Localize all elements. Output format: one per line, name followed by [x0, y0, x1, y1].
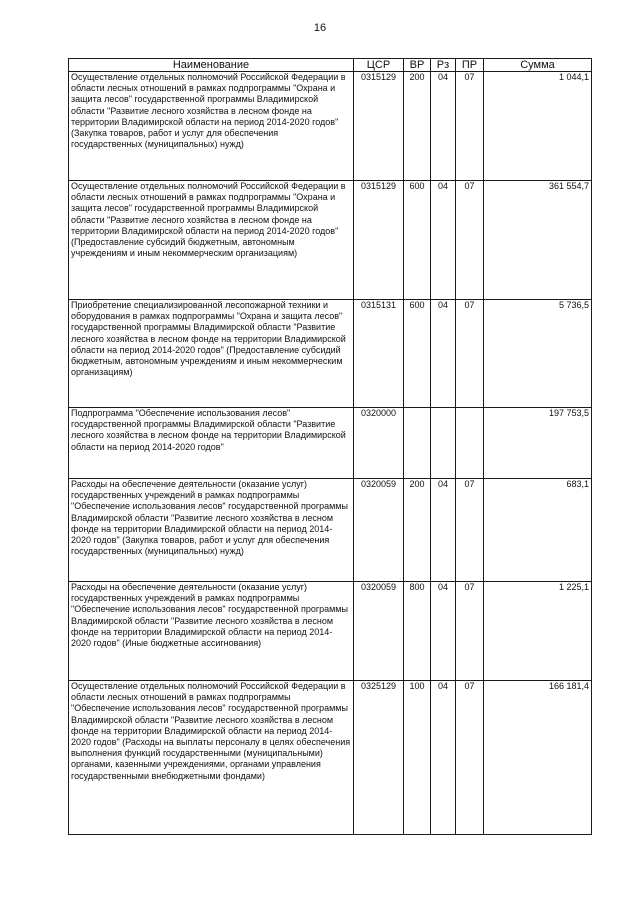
row-sum: 166 181,4 — [484, 681, 592, 835]
table-header-row — [69, 59, 592, 72]
row-rz: 04 — [431, 300, 456, 408]
table-row — [69, 582, 592, 681]
header-vr: ВР — [404, 59, 431, 72]
row-sum: 5 736,5 — [484, 300, 592, 408]
row-csr: 0320000 — [354, 408, 404, 479]
row-name: Расходы на обеспечение деятельности (оказание услуг) государственных учреждений в рамках подпрограммы "Обеспечение использования лесов" государственной программы Владимирской области "Развитие лесного хозяйства в лесном фонде на территории Владимирской области на период 2014-2020 годов" (Закупка товаров, работ и услуг для обеспечения государственных (муниципальных) нужд) — [69, 479, 354, 582]
row-pr: 07 — [456, 300, 484, 408]
table-row — [69, 681, 592, 835]
row-sum: 683,1 — [484, 479, 592, 582]
row-sum: 361 554,7 — [484, 181, 592, 300]
row-pr: 07 — [456, 181, 484, 300]
row-csr: 0325129 — [354, 681, 404, 835]
row-vr: 200 — [404, 72, 431, 181]
header-rz: Рз — [431, 59, 456, 72]
table-row — [69, 408, 592, 479]
row-name: Расходы на обеспечение деятельности (оказание услуг) государственных учреждений в рамках подпрограммы "Обеспечение использования лесов" государственной программы Владимирской области "Развитие лесного хозяйства в лесном фонде на территории Владимирской области на период 2014-2020 годов" (Иные бюджетные ассигнования) — [69, 582, 354, 681]
table-row — [69, 300, 592, 408]
row-name: Осуществление отдельных полномочий Российской Федерации в области лесных отношений в рамках подпрограммы "Обеспечение использования лесов" государственной программы Владимирской области "Развитие лесного хозяйства в лесном фонде на территории Владимирской области на период 2014-2020 годов" (Расходы на выплаты персоналу в целях обеспечения выполнения функций государственными (муниципальными) органами, казенными учреждениями, органами управления государственными внебюджетными фондами) — [69, 681, 354, 835]
row-name: Подпрограмма "Обеспечение использования лесов" государственной программы Владимирской области "Развитие лесного хозяйства в лесном фонде на территории Владимирской области на период 2014-2020 годов" — [69, 408, 354, 479]
row-csr: 0315129 — [354, 72, 404, 181]
row-name: Осуществление отдельных полномочий Российской Федерации в области лесных отношений в рамках подпрограммы "Охрана и защита лесов" государственной программы Владимирской области "Развитие лесного хозяйства в лесном фонде на территории Владимирской области на период 2014-2020 годов" (Предоставление субсидий бюджетным, автономным учреждениям и иным некоммерческим организациям) — [69, 181, 354, 300]
row-rz: 04 — [431, 72, 456, 181]
row-rz: 04 — [431, 181, 456, 300]
header-sum: Сумма — [484, 59, 592, 72]
row-rz: 04 — [431, 681, 456, 835]
row-vr: 800 — [404, 582, 431, 681]
header-csr: ЦСР — [354, 59, 404, 72]
row-sum: 1 225,1 — [484, 582, 592, 681]
row-rz — [431, 408, 456, 479]
row-vr: 600 — [404, 300, 431, 408]
row-name: Приобретение специализированной лесопожарной техники и оборудования в рамках подпрограммы "Охрана и защита лесов" государственной программы Владимирской области "Развитие лесного хозяйства в лесном фонде на территории Владимирской области на период 2014-2020 годов" (Предоставление субсидий бюджетным, автономным учреждениям и иным некоммерческим организациям) — [69, 300, 354, 408]
header-pr: ПР — [456, 59, 484, 72]
row-vr: 200 — [404, 479, 431, 582]
page-number: 16 — [313, 22, 327, 34]
row-rz: 04 — [431, 582, 456, 681]
budget-table — [68, 58, 592, 835]
row-pr: 07 — [456, 479, 484, 582]
row-vr — [404, 408, 431, 479]
row-csr: 0315129 — [354, 181, 404, 300]
row-pr: 07 — [456, 72, 484, 181]
row-csr: 0315131 — [354, 300, 404, 408]
row-pr: 07 — [456, 582, 484, 681]
row-name: Осуществление отдельных полномочий Российской Федерации в области лесных отношений в рамках подпрограммы "Охрана и защита лесов" государственной программы Владимирской области "Развитие лесного хозяйства в лесном фонде на территории Владимирской области на период 2014-2020 годов" (Закупка товаров, работ и услуг для обеспечения государственных (муниципальных) нужд) — [69, 72, 354, 181]
table-row — [69, 72, 592, 181]
header-name: Наименование — [69, 59, 354, 72]
table-row — [69, 181, 592, 300]
table-row — [69, 479, 592, 582]
row-pr: 07 — [456, 681, 484, 835]
row-rz: 04 — [431, 479, 456, 582]
row-pr — [456, 408, 484, 479]
row-vr: 100 — [404, 681, 431, 835]
row-csr: 0320059 — [354, 479, 404, 582]
row-vr: 600 — [404, 181, 431, 300]
row-sum: 197 753,5 — [484, 408, 592, 479]
row-csr: 0320059 — [354, 582, 404, 681]
row-sum: 1 044,1 — [484, 72, 592, 181]
